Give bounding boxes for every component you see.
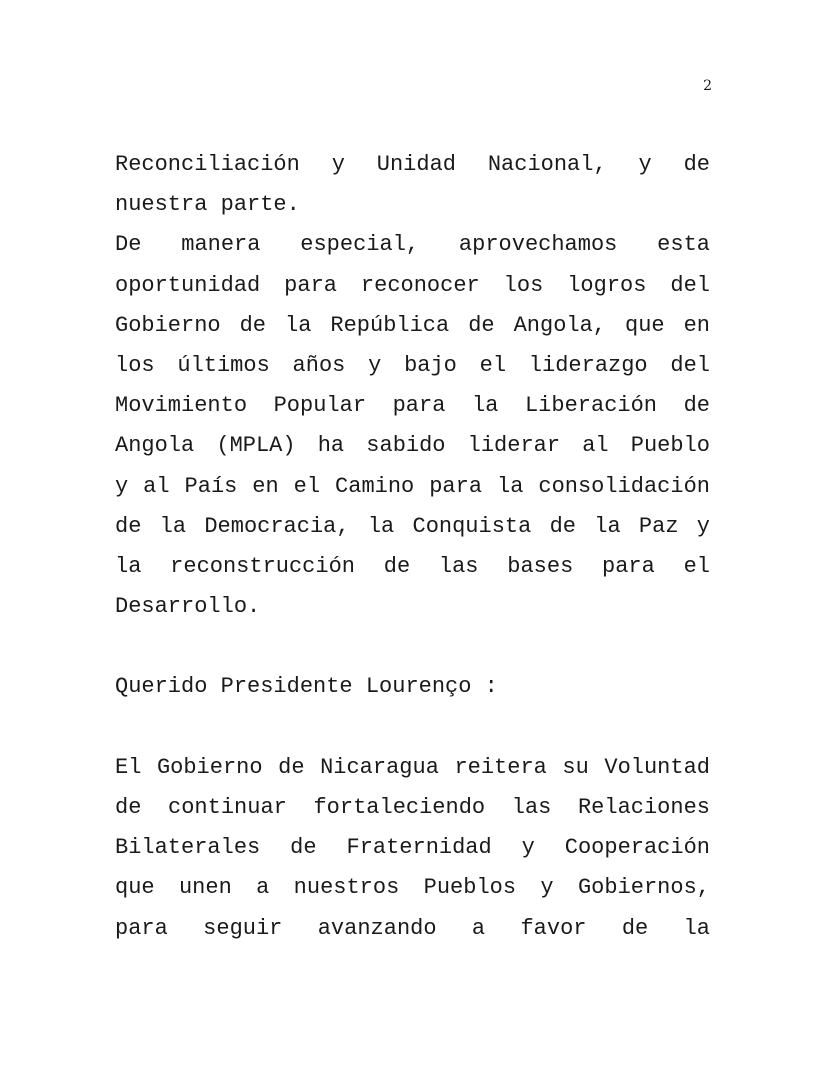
text-line: para seguir avanzando a favor de la	[115, 915, 710, 941]
paragraph-2	[115, 225, 710, 627]
text-line: de continuar fortaleciendo las Relaciones	[115, 795, 710, 820]
text-line: que unen a nuestros Pueblos y Gobiernos,	[115, 875, 710, 901]
text-line: nuestra parte.	[115, 192, 300, 218]
paragraph-1	[115, 145, 710, 225]
text-line: Reconciliación y Unidad Nacional, y de	[115, 152, 710, 177]
salutation-line: Querido Presidente Lourenço :	[115, 674, 498, 700]
text-line: la reconstrucción de las bases para el	[115, 553, 710, 579]
text-line: De manera especial, aprovechamos esta	[115, 232, 710, 258]
text-line: de la Democracia, la Conquista de la Paz y	[115, 513, 710, 539]
text-line: Gobierno de la República de Angola, que en	[115, 312, 710, 338]
text-line: y al País en el Camino para la consolidación	[115, 473, 710, 499]
paragraph-3	[115, 748, 710, 949]
paragraph-spacer	[115, 627, 710, 667]
text-line: Desarrollo.	[115, 594, 261, 620]
page-number: 2	[703, 78, 712, 94]
paragraph-spacer	[115, 708, 710, 748]
text-line: Angola (MPLA) ha sabido liderar al Pueblo	[115, 433, 710, 459]
document-body	[115, 145, 710, 949]
text-line: oportunidad para reconocer los logros del	[115, 272, 710, 298]
text-line: Bilaterales de Fraternidad y Cooperación	[115, 835, 710, 861]
text-line: El Gobierno de Nicaragua reitera su Voluntad	[115, 754, 710, 780]
text-line: los últimos años y bajo el liderazgo del	[115, 352, 710, 378]
text-line: Movimiento Popular para la Liberación de	[115, 393, 710, 419]
salutation	[115, 667, 710, 707]
